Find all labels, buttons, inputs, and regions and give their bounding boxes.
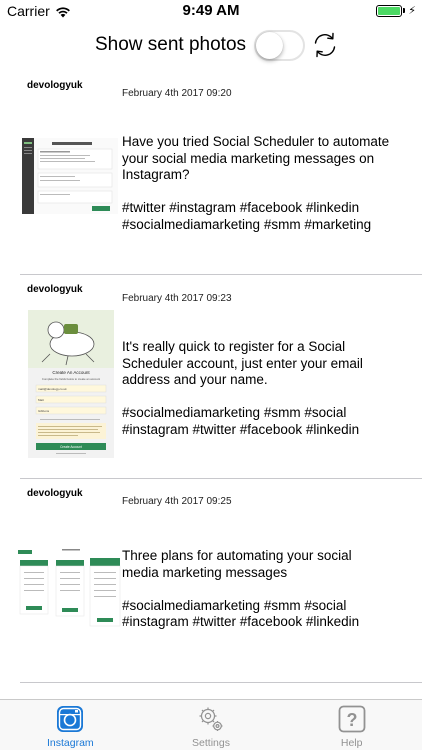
battery-level (378, 7, 400, 15)
tab-bar (0, 699, 422, 750)
tab-label: Help (340, 737, 363, 749)
refresh-icon[interactable] (311, 31, 339, 59)
status-right (376, 4, 416, 17)
tab-settings[interactable] (141, 700, 282, 750)
show-sent-photos-switch[interactable] (254, 30, 305, 61)
switch-knob (256, 32, 283, 59)
gear-icon (197, 705, 225, 733)
post-date: February 4th 2017 09:23 (122, 293, 232, 304)
post-divider (20, 682, 422, 683)
svg-text:Matt: Matt (38, 398, 44, 402)
post-caption: Have you tried Social Scheduler to automate your social media marketing messages on Instagram? #twitter #instagram #facebook #linkedin #socialmediamarketing #smm #marketing (122, 134, 390, 232)
help-icon (338, 705, 366, 733)
tab-instagram[interactable] (0, 700, 141, 750)
post-username: devologyuk (27, 488, 83, 499)
plans-screenshot-image (18, 548, 122, 630)
post-thumbnail[interactable] (28, 310, 114, 458)
charging-icon: ⚡ (408, 5, 416, 17)
battery-cap (403, 8, 405, 13)
carrier-label: Carrier (7, 3, 50, 19)
battery-icon (376, 5, 402, 17)
svg-text:Gibbons: Gibbons (38, 409, 50, 413)
tab-label: Instagram (46, 737, 94, 749)
post-username: devologyuk (27, 284, 83, 295)
instagram-icon (56, 705, 84, 733)
post-caption: It's really quick to register for a Social Scheduler account, just enter your email address and your name. #socialmediamarketing #smm #social #instagram #twitter #facebook #linkedin (122, 339, 363, 437)
post-date: February 4th 2017 09:20 (122, 88, 232, 99)
status-bar (0, 0, 422, 22)
svg-text:matt@devology.co.uk: matt@devology.co.uk (38, 387, 67, 391)
show-sent-photos-label: Show sent photos (94, 34, 247, 55)
post-thumbnail[interactable] (18, 548, 122, 630)
header (0, 28, 422, 62)
post-username: devologyuk (27, 80, 83, 91)
svg-text:Complete the fields below to c: Complete the fields below to create an account (41, 377, 101, 381)
post-divider (20, 478, 422, 479)
scheduler-screenshot-image (22, 138, 118, 214)
svg-text:Create An Account: Create An Account (52, 370, 90, 375)
tab-label: Settings (192, 737, 230, 749)
tab-help[interactable] (281, 700, 422, 750)
svg-text:?: ? (346, 710, 358, 730)
post-caption: Three plans for automating your social media marketing messages #socialmediamarketing #smm #social #instagram #twitter #facebook #linkedin (122, 548, 360, 629)
status-time: 9:49 AM (182, 2, 240, 19)
svg-text:Create Account: Create Account (60, 445, 82, 449)
post-thumbnail[interactable] (22, 138, 118, 214)
register-screenshot-image (28, 310, 114, 458)
post-divider (20, 274, 422, 275)
post-date: February 4th 2017 09:25 (122, 496, 232, 507)
